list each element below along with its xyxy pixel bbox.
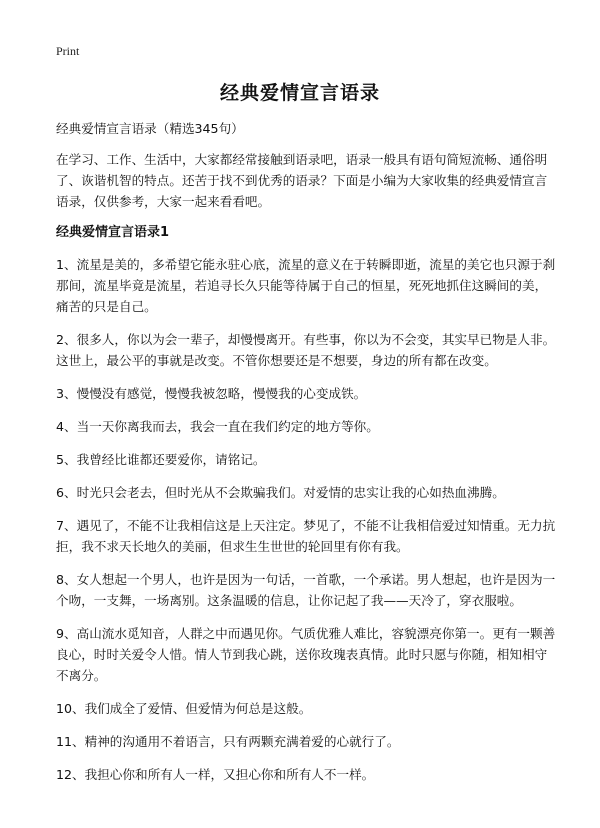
quote-item: 3、慢慢没有感觉，慢慢我被忽略，慢慢我的心变成铁。: [56, 386, 367, 401]
quote-item: 8、女人想起一个男人，也许是因为一句话，一首歌，一个承诺。男人想起，也许是因为一个吻，一支舞，一场离别。这条温暖的信息，让你记起了我——天冷了，穿衣服啦。: [56, 572, 556, 608]
article-body: [56, 118, 556, 797]
quote-item: 12、我担心你和所有人一样，又担心你和所有人不一样。: [56, 767, 375, 782]
quote-item: 5、我曾经比谁都还要爱你，请铭记。: [56, 452, 266, 467]
print-label: Print: [56, 44, 80, 58]
quote-item: 10、我们成全了爱情、但爱情为何总是这般。: [56, 701, 312, 716]
quote-item: 1、流星是美的，多希望它能永驻心底，流星的意义在于转瞬即逝，流星的美它也只源于刹那间，流星毕竟是流星，若追寻长久只能等待属于自己的恒星，死死地抓住这瞬间的美，痛苦的只是自己。: [56, 257, 556, 314]
page-title: 经典爱情宣言语录: [219, 82, 380, 104]
article-subtitle: 经典爱情宣言语录（精选345句）: [56, 121, 244, 136]
intro-paragraph: 在学习、工作、生活中，大家都经常接触到语录吧，语录一般具有语句简短流畅、通俗明了、诙谐机智的特点。还苦于找不到优秀的语录？下面是小编为大家收集的经典爱情宣言语录，仅供参考，大家一起来看看吧。: [56, 152, 548, 209]
quote-item: 7、遇见了，不能不让我相信这是上天注定。梦见了，不能不让我相信爱过知情重。无力抗拒，我不求天长地久的美丽，但求生生世世的轮回里有你有我。: [56, 518, 556, 554]
quote-item: 11、精神的沟通用不着语言，只有两颗充满着爱的心就行了。: [56, 734, 400, 749]
quote-item: 6、时光只会老去，但时光从不会欺骗我们。对爱情的忠实让我的心如热血沸腾。: [56, 485, 505, 500]
quote-item: 4、当一天你离我而去，我会一直在我们约定的地方等你。: [56, 419, 379, 434]
quote-item: 2、很多人，你以为会一辈子，却慢慢离开。有些事，你以为不会变，其实早已物是人非。这世上，最公平的事就是改变。不管你想要还是不想要，身边的所有都在改变。: [56, 332, 556, 368]
section-heading: 经典爱情宣言语录1: [56, 225, 170, 240]
quote-item: 9、高山流水觅知音，人群之中而遇见你。气质优雅人难比，容貌漂亮你第一。更有一颗善良心，时时关爱令人惜。情人节到我心跳，送你玫瑰表真情。此时只愿与你随，相知相守不离分。: [56, 626, 556, 683]
